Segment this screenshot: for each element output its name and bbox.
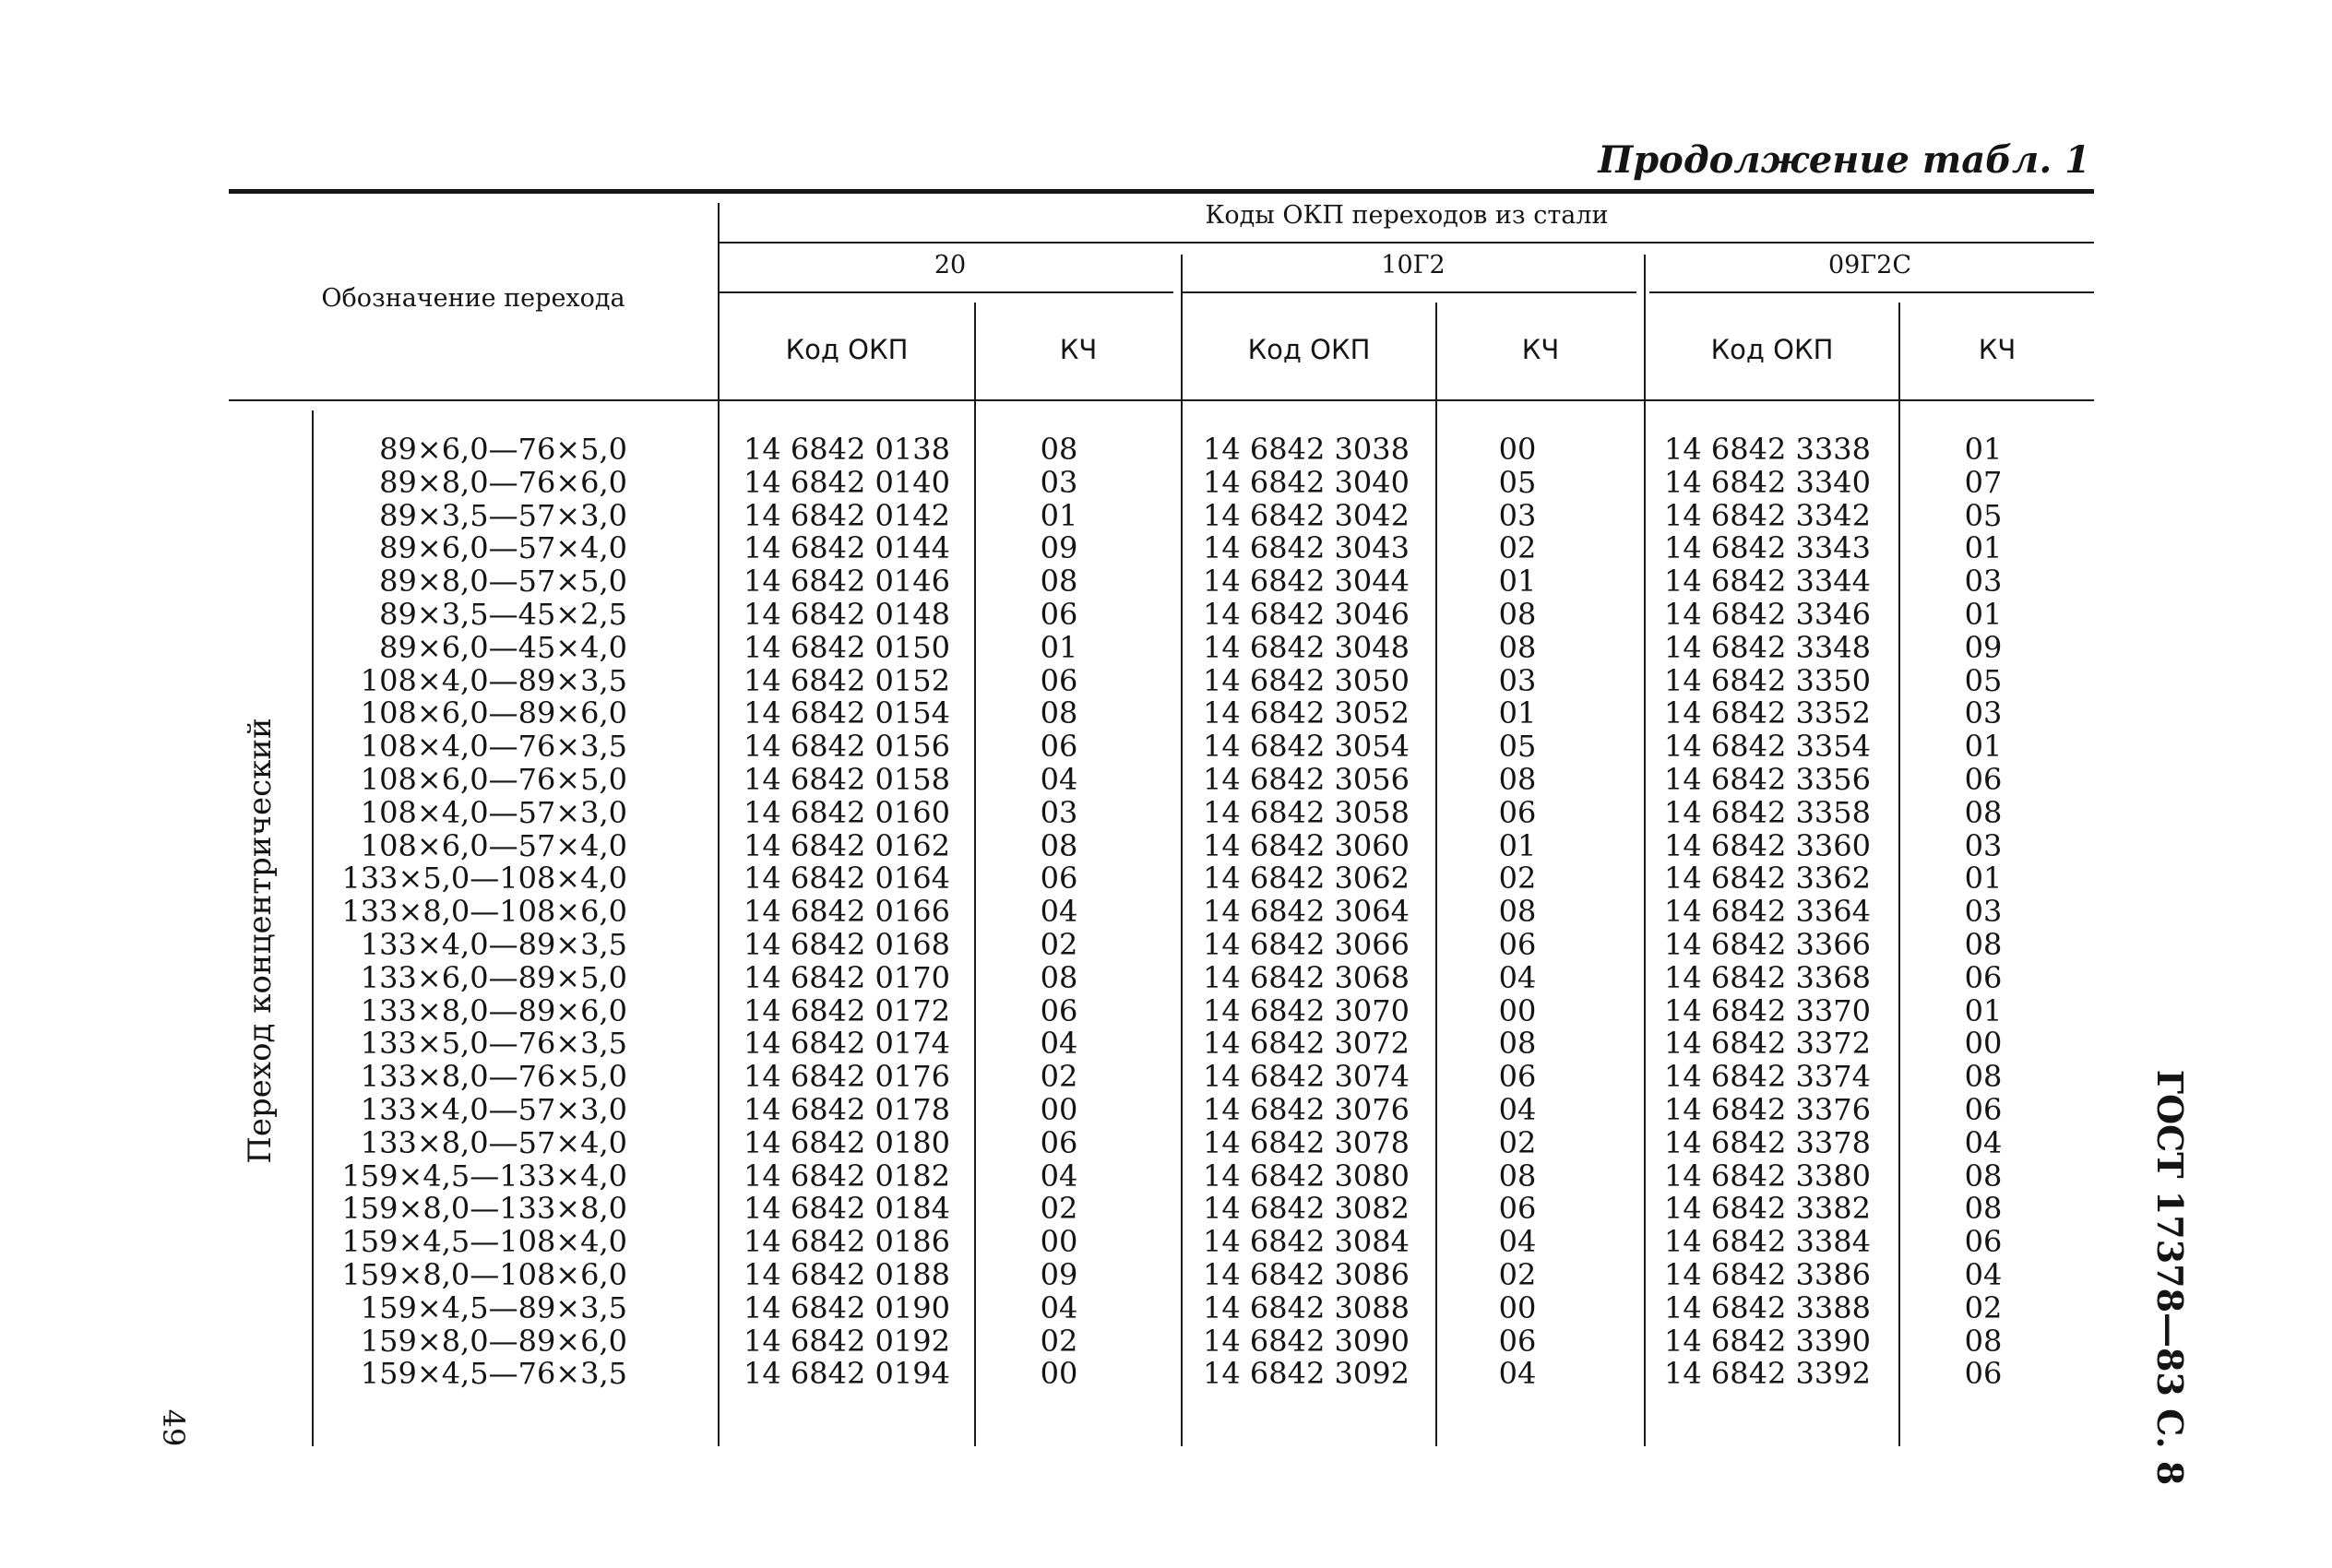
okp-code-cell: 14 6842 0148 — [744, 596, 950, 632]
check-digit-cell: 06 — [1498, 794, 1537, 830]
table-row — [0, 1091, 2332, 1127]
check-digit-cell: 06 — [1040, 729, 1078, 765]
okp-code-cell: 14 6842 3090 — [1203, 1323, 1410, 1359]
steel-header-20: 20 — [934, 251, 967, 279]
designation-cell: 133×8,0—57×4,0 — [360, 1124, 627, 1160]
code-header: Код ОКП — [785, 334, 909, 365]
check-digit-cell: 01 — [1964, 530, 2003, 566]
okp-code-cell: 14 6842 0160 — [744, 794, 950, 830]
table-row — [0, 992, 2332, 1028]
check-digit-cell: 04 — [1964, 1124, 2003, 1160]
check-digit-cell: 06 — [1964, 959, 2003, 995]
table-row — [0, 532, 2332, 565]
designation-cell: 133×8,0—76×5,0 — [360, 1059, 627, 1095]
okp-code-cell: 14 6842 0140 — [744, 464, 950, 500]
check-digit-cell: 04 — [1040, 761, 1078, 797]
check-digit-cell: 05 — [1498, 729, 1537, 765]
check-digit-cell: 01 — [1964, 729, 2003, 765]
okp-code-cell: 14 6842 3042 — [1203, 497, 1410, 533]
check-digit-cell: 04 — [1498, 959, 1537, 995]
header-rule-steel-20 — [720, 291, 1173, 293]
check-digit-cell: 04 — [1964, 1256, 2003, 1292]
designation-cell: 108×4,0—57×3,0 — [360, 794, 627, 830]
okp-code-cell: 14 6842 3366 — [1664, 926, 1871, 962]
check-digit-cell: 03 — [1040, 794, 1078, 830]
check-digit-cell: 00 — [1040, 1224, 1078, 1260]
check-digit-cell: 00 — [1498, 992, 1537, 1028]
check-digit-cell: 08 — [1040, 564, 1078, 600]
designation-cell: 133×5,0—76×3,5 — [360, 1026, 627, 1062]
header-bottom-rule — [229, 399, 2094, 401]
page-number: 49 — [156, 1408, 191, 1447]
check-digit-cell: 08 — [1040, 695, 1078, 731]
okp-code-cell: 14 6842 3074 — [1203, 1059, 1410, 1095]
designation-cell: 133×8,0—108×6,0 — [341, 894, 627, 930]
check-digit-cell: 02 — [1040, 1323, 1078, 1359]
check-header: КЧ — [1059, 334, 1098, 365]
okp-code-cell: 14 6842 3070 — [1203, 992, 1410, 1028]
check-digit-cell: 05 — [1964, 497, 2003, 533]
okp-code-cell: 14 6842 3040 — [1203, 464, 1410, 500]
okp-code-cell: 14 6842 0152 — [744, 662, 950, 698]
check-digit-cell: 02 — [1040, 1191, 1078, 1227]
table-row — [0, 1289, 2332, 1325]
check-digit-cell: 08 — [1040, 959, 1078, 995]
designation-cell: 89×6,0—45×4,0 — [379, 629, 627, 665]
check-digit-cell: 08 — [1498, 761, 1537, 797]
okp-code-cell: 14 6842 3346 — [1664, 596, 1871, 632]
check-digit-cell: 09 — [1964, 629, 2003, 665]
okp-code-cell: 14 6842 3338 — [1664, 432, 1871, 467]
okp-code-cell: 14 6842 3038 — [1203, 432, 1410, 467]
okp-code-cell: 14 6842 0138 — [744, 432, 950, 467]
okp-code-cell: 14 6842 3386 — [1664, 1256, 1871, 1292]
check-digit-cell: 02 — [1498, 1256, 1537, 1292]
okp-code-cell: 14 6842 3358 — [1664, 794, 1871, 830]
check-digit-cell: 04 — [1498, 1091, 1537, 1127]
okp-code-cell: 14 6842 3058 — [1203, 794, 1410, 830]
check-digit-cell: 00 — [1964, 1026, 2003, 1062]
check-digit-cell: 06 — [1964, 1091, 2003, 1127]
okp-code-cell: 14 6842 0144 — [744, 530, 950, 566]
designation-cell: 108×6,0—89×6,0 — [360, 695, 627, 731]
designation-cell: 159×8,0—108×6,0 — [341, 1256, 627, 1292]
okp-code-cell: 14 6842 3060 — [1203, 827, 1410, 863]
check-digit-cell: 00 — [1498, 432, 1537, 467]
okp-code-cell: 14 6842 3092 — [1203, 1356, 1410, 1392]
steel-header-10g2: 10Г2 — [1381, 251, 1446, 279]
okp-code-cell: 14 6842 0174 — [744, 1026, 950, 1062]
designation-header: Обозначение перехода — [321, 284, 625, 313]
designation-cell: 89×3,5—45×2,5 — [379, 596, 627, 632]
okp-code-cell: 14 6842 3354 — [1664, 729, 1871, 765]
designation-cell: 89×8,0—76×6,0 — [379, 464, 627, 500]
check-digit-cell: 06 — [1498, 1191, 1537, 1227]
table-body — [0, 434, 2332, 1391]
okp-code-cell: 14 6842 3368 — [1664, 959, 1871, 995]
okp-code-cell: 14 6842 3066 — [1203, 926, 1410, 962]
check-digit-cell: 06 — [1040, 861, 1078, 897]
okp-code-cell: 14 6842 0188 — [744, 1256, 950, 1292]
designation-cell: 159×8,0—89×6,0 — [360, 1323, 627, 1359]
table-top-rule — [229, 189, 2094, 194]
table-row — [0, 497, 2332, 533]
check-digit-cell: 08 — [1498, 1158, 1537, 1194]
table-row — [0, 1325, 2332, 1359]
table-row — [0, 565, 2332, 599]
okp-code-cell: 14 6842 0194 — [744, 1356, 950, 1392]
okp-code-cell: 14 6842 0142 — [744, 497, 950, 533]
header-rule-group — [720, 242, 2094, 244]
okp-code-cell: 14 6842 3044 — [1203, 564, 1410, 600]
okp-code-cell: 14 6842 3392 — [1664, 1356, 1871, 1392]
code-header: Код ОКП — [1710, 334, 1834, 365]
designation-cell: 159×4,5—108×4,0 — [341, 1224, 627, 1260]
code-header: Код ОКП — [1247, 334, 1371, 365]
check-digit-cell: 03 — [1964, 894, 2003, 930]
okp-code-cell: 14 6842 0166 — [744, 894, 950, 930]
okp-code-cell: 14 6842 3062 — [1203, 861, 1410, 897]
check-digit-cell: 08 — [1498, 596, 1537, 632]
check-digit-cell: 08 — [1498, 1026, 1537, 1062]
check-digit-cell: 08 — [1498, 894, 1537, 930]
check-digit-cell: 09 — [1040, 530, 1078, 566]
okp-code-cell: 14 6842 3384 — [1664, 1224, 1871, 1260]
okp-code-cell: 14 6842 3052 — [1203, 695, 1410, 731]
table-continuation-heading: Продолжение табл. 1 — [1598, 138, 2090, 182]
check-digit-cell: 06 — [1964, 1224, 2003, 1260]
table-row — [0, 1358, 2332, 1391]
designation-cell: 159×8,0—133×8,0 — [341, 1191, 627, 1227]
designation-cell: 89×6,0—76×5,0 — [379, 432, 627, 467]
okp-code-cell: 14 6842 3362 — [1664, 861, 1871, 897]
check-digit-cell: 01 — [1498, 695, 1537, 731]
okp-code-cell: 14 6842 3360 — [1664, 827, 1871, 863]
steel-header-09g2s: 09Г2С — [1827, 251, 1912, 279]
designation-cell: 159×4,5—89×3,5 — [360, 1289, 627, 1325]
table-row — [0, 731, 2332, 764]
table-row — [0, 1226, 2332, 1259]
table-row — [0, 464, 2332, 500]
check-digit-cell: 03 — [1964, 827, 2003, 863]
standard-reference: ГОСТ 17378—83 С. 8 — [2149, 1069, 2191, 1486]
table-row — [0, 662, 2332, 698]
table-row — [0, 1193, 2332, 1226]
okp-code-cell: 14 6842 0164 — [744, 861, 950, 897]
okp-code-cell: 14 6842 0162 — [744, 827, 950, 863]
okp-code-cell: 14 6842 3390 — [1664, 1323, 1871, 1359]
okp-code-cell: 14 6842 3372 — [1664, 1026, 1871, 1062]
check-digit-cell: 01 — [1964, 596, 2003, 632]
okp-code-cell: 14 6842 0176 — [744, 1059, 950, 1095]
check-digit-cell: 04 — [1040, 1289, 1078, 1325]
okp-code-cell: 14 6842 3056 — [1203, 761, 1410, 797]
okp-code-cell: 14 6842 0190 — [744, 1289, 950, 1325]
check-digit-cell: 03 — [1964, 564, 2003, 600]
check-digit-cell: 08 — [1040, 827, 1078, 863]
check-header: КЧ — [1521, 334, 1560, 365]
designation-cell: 133×4,0—57×3,0 — [360, 1091, 627, 1127]
designation-cell: 159×4,5—133×4,0 — [341, 1158, 627, 1194]
okp-code-cell: 14 6842 0182 — [744, 1158, 950, 1194]
check-digit-cell: 04 — [1498, 1356, 1537, 1392]
okp-code-cell: 14 6842 0180 — [744, 1124, 950, 1160]
table-row — [0, 629, 2332, 665]
okp-code-cell: 14 6842 3370 — [1664, 992, 1871, 1028]
okp-code-cell: 14 6842 3068 — [1203, 959, 1410, 995]
table-row — [0, 1256, 2332, 1292]
check-digit-cell: 01 — [1040, 497, 1078, 533]
header-rule-steel-09g2s — [1649, 291, 2094, 293]
okp-code-cell: 14 6842 0168 — [744, 926, 950, 962]
table-row — [0, 1124, 2332, 1160]
row-category-label: Переход концентрический — [242, 718, 279, 1164]
okp-code-cell: 14 6842 3374 — [1664, 1059, 1871, 1095]
check-digit-cell: 01 — [1964, 432, 2003, 467]
table-row — [0, 926, 2332, 962]
check-digit-cell: 05 — [1964, 662, 2003, 698]
check-digit-cell: 09 — [1040, 1256, 1078, 1292]
designation-cell: 89×3,5—57×3,0 — [379, 497, 627, 533]
okp-code-cell: 14 6842 3378 — [1664, 1124, 1871, 1160]
table-row — [0, 959, 2332, 995]
check-digit-cell: 00 — [1498, 1289, 1537, 1325]
check-digit-cell: 06 — [1964, 1356, 2003, 1392]
okp-code-cell: 14 6842 3356 — [1664, 761, 1871, 797]
okp-code-cell: 14 6842 3350 — [1664, 662, 1871, 698]
check-digit-cell: 03 — [1498, 662, 1537, 698]
check-digit-cell: 06 — [1040, 596, 1078, 632]
okp-code-cell: 14 6842 0170 — [744, 959, 950, 995]
check-digit-cell: 01 — [1964, 861, 2003, 897]
okp-code-cell: 14 6842 0184 — [744, 1191, 950, 1227]
okp-code-cell: 14 6842 3343 — [1664, 530, 1871, 566]
okp-code-cell: 14 6842 3048 — [1203, 629, 1410, 665]
okp-code-cell: 14 6842 0158 — [744, 761, 950, 797]
check-digit-cell: 00 — [1040, 1091, 1078, 1127]
table-row — [0, 827, 2332, 863]
designation-cell: 108×6,0—76×5,0 — [360, 761, 627, 797]
okp-code-cell: 14 6842 0192 — [744, 1323, 950, 1359]
designation-cell: 133×5,0—108×4,0 — [341, 861, 627, 897]
check-digit-cell: 02 — [1964, 1289, 2003, 1325]
check-digit-cell: 04 — [1040, 1026, 1078, 1062]
check-digit-cell: 02 — [1498, 1124, 1537, 1160]
check-digit-cell: 08 — [1964, 1158, 2003, 1194]
table-row — [0, 1028, 2332, 1061]
check-digit-cell: 08 — [1964, 1191, 2003, 1227]
okp-code-cell: 14 6842 3064 — [1203, 894, 1410, 930]
check-digit-cell: 07 — [1964, 464, 2003, 500]
okp-code-cell: 14 6842 0146 — [744, 564, 950, 600]
check-digit-cell: 02 — [1498, 861, 1537, 897]
okp-code-cell: 14 6842 3084 — [1203, 1224, 1410, 1260]
okp-code-cell: 14 6842 3348 — [1664, 629, 1871, 665]
okp-code-cell: 14 6842 3388 — [1664, 1289, 1871, 1325]
okp-code-cell: 14 6842 0172 — [744, 992, 950, 1028]
check-digit-cell: 06 — [1498, 1059, 1537, 1095]
okp-code-cell: 14 6842 3344 — [1664, 564, 1871, 600]
okp-code-cell: 14 6842 3080 — [1203, 1158, 1410, 1194]
check-digit-cell: 04 — [1040, 894, 1078, 930]
check-digit-cell: 06 — [1964, 761, 2003, 797]
table-row — [0, 697, 2332, 731]
table-row — [0, 794, 2332, 830]
okp-code-cell: 14 6842 3046 — [1203, 596, 1410, 632]
check-digit-cell: 03 — [1964, 695, 2003, 731]
check-digit-cell: 00 — [1040, 1356, 1078, 1392]
check-digit-cell: 06 — [1498, 926, 1537, 962]
check-digit-cell: 02 — [1498, 530, 1537, 566]
designation-cell: 108×6,0—57×4,0 — [360, 827, 627, 863]
okp-code-cell: 14 6842 3376 — [1664, 1091, 1871, 1127]
okp-code-cell: 14 6842 3082 — [1203, 1191, 1410, 1227]
okp-code-cell: 14 6842 3078 — [1203, 1124, 1410, 1160]
check-digit-cell: 06 — [1040, 992, 1078, 1028]
okp-code-cell: 14 6842 0156 — [744, 729, 950, 765]
check-digit-cell: 08 — [1964, 1059, 2003, 1095]
check-digit-cell: 01 — [1498, 827, 1537, 863]
check-digit-cell: 08 — [1964, 794, 2003, 830]
okp-code-cell: 14 6842 3043 — [1203, 530, 1410, 566]
designation-cell: 89×6,0—57×4,0 — [379, 530, 627, 566]
okp-code-cell: 14 6842 0186 — [744, 1224, 950, 1260]
check-digit-cell: 03 — [1040, 464, 1078, 500]
check-digit-cell: 04 — [1040, 1158, 1078, 1194]
designation-cell: 133×6,0—89×5,0 — [360, 959, 627, 995]
okp-code-cell: 14 6842 3072 — [1203, 1026, 1410, 1062]
okp-code-cell: 14 6842 3352 — [1664, 695, 1871, 731]
check-digit-cell: 01 — [1964, 992, 2003, 1028]
okp-code-cell: 14 6842 3054 — [1203, 729, 1410, 765]
check-digit-cell: 06 — [1498, 1323, 1537, 1359]
okp-code-cell: 14 6842 3076 — [1203, 1091, 1410, 1127]
table-row — [0, 1061, 2332, 1094]
check-header: КЧ — [1978, 334, 2017, 365]
okp-code-cell: 14 6842 0154 — [744, 695, 950, 731]
header-rule-steel-10g2 — [1183, 291, 1636, 293]
check-digit-cell: 03 — [1498, 497, 1537, 533]
table-row — [0, 761, 2332, 797]
designation-cell: 89×8,0—57×5,0 — [379, 564, 627, 600]
table-row — [0, 434, 2332, 467]
check-digit-cell: 04 — [1498, 1224, 1537, 1260]
designation-cell: 108×4,0—76×3,5 — [360, 729, 627, 765]
okp-code-cell: 14 6842 0178 — [744, 1091, 950, 1127]
group-header: Коды ОКП переходов из стали — [1205, 201, 1609, 230]
designation-cell: 159×4,5—76×3,5 — [360, 1356, 627, 1392]
okp-code-cell: 14 6842 3086 — [1203, 1256, 1410, 1292]
check-digit-cell: 08 — [1964, 926, 2003, 962]
check-digit-cell: 05 — [1498, 464, 1537, 500]
table-row — [0, 1160, 2332, 1194]
check-digit-cell: 01 — [1040, 629, 1078, 665]
okp-code-cell: 14 6842 3088 — [1203, 1289, 1410, 1325]
check-digit-cell: 06 — [1040, 1124, 1078, 1160]
check-digit-cell: 02 — [1040, 926, 1078, 962]
check-digit-cell: 08 — [1040, 432, 1078, 467]
check-digit-cell: 02 — [1040, 1059, 1078, 1095]
check-digit-cell: 06 — [1040, 662, 1078, 698]
okp-code-cell: 14 6842 3364 — [1664, 894, 1871, 930]
designation-cell: 133×4,0—89×3,5 — [360, 926, 627, 962]
check-digit-cell: 08 — [1964, 1323, 2003, 1359]
designation-cell: 108×4,0—89×3,5 — [360, 662, 627, 698]
okp-code-cell: 14 6842 3342 — [1664, 497, 1871, 533]
okp-code-cell: 14 6842 0150 — [744, 629, 950, 665]
designation-cell: 133×8,0—89×6,0 — [360, 992, 627, 1028]
okp-code-cell: 14 6842 3380 — [1664, 1158, 1871, 1194]
check-digit-cell: 01 — [1498, 564, 1537, 600]
table-row — [0, 862, 2332, 896]
table-row — [0, 596, 2332, 632]
okp-code-cell: 14 6842 3050 — [1203, 662, 1410, 698]
okp-code-cell: 14 6842 3340 — [1664, 464, 1871, 500]
okp-code-cell: 14 6842 3382 — [1664, 1191, 1871, 1227]
check-digit-cell: 08 — [1498, 629, 1537, 665]
table-row — [0, 896, 2332, 929]
